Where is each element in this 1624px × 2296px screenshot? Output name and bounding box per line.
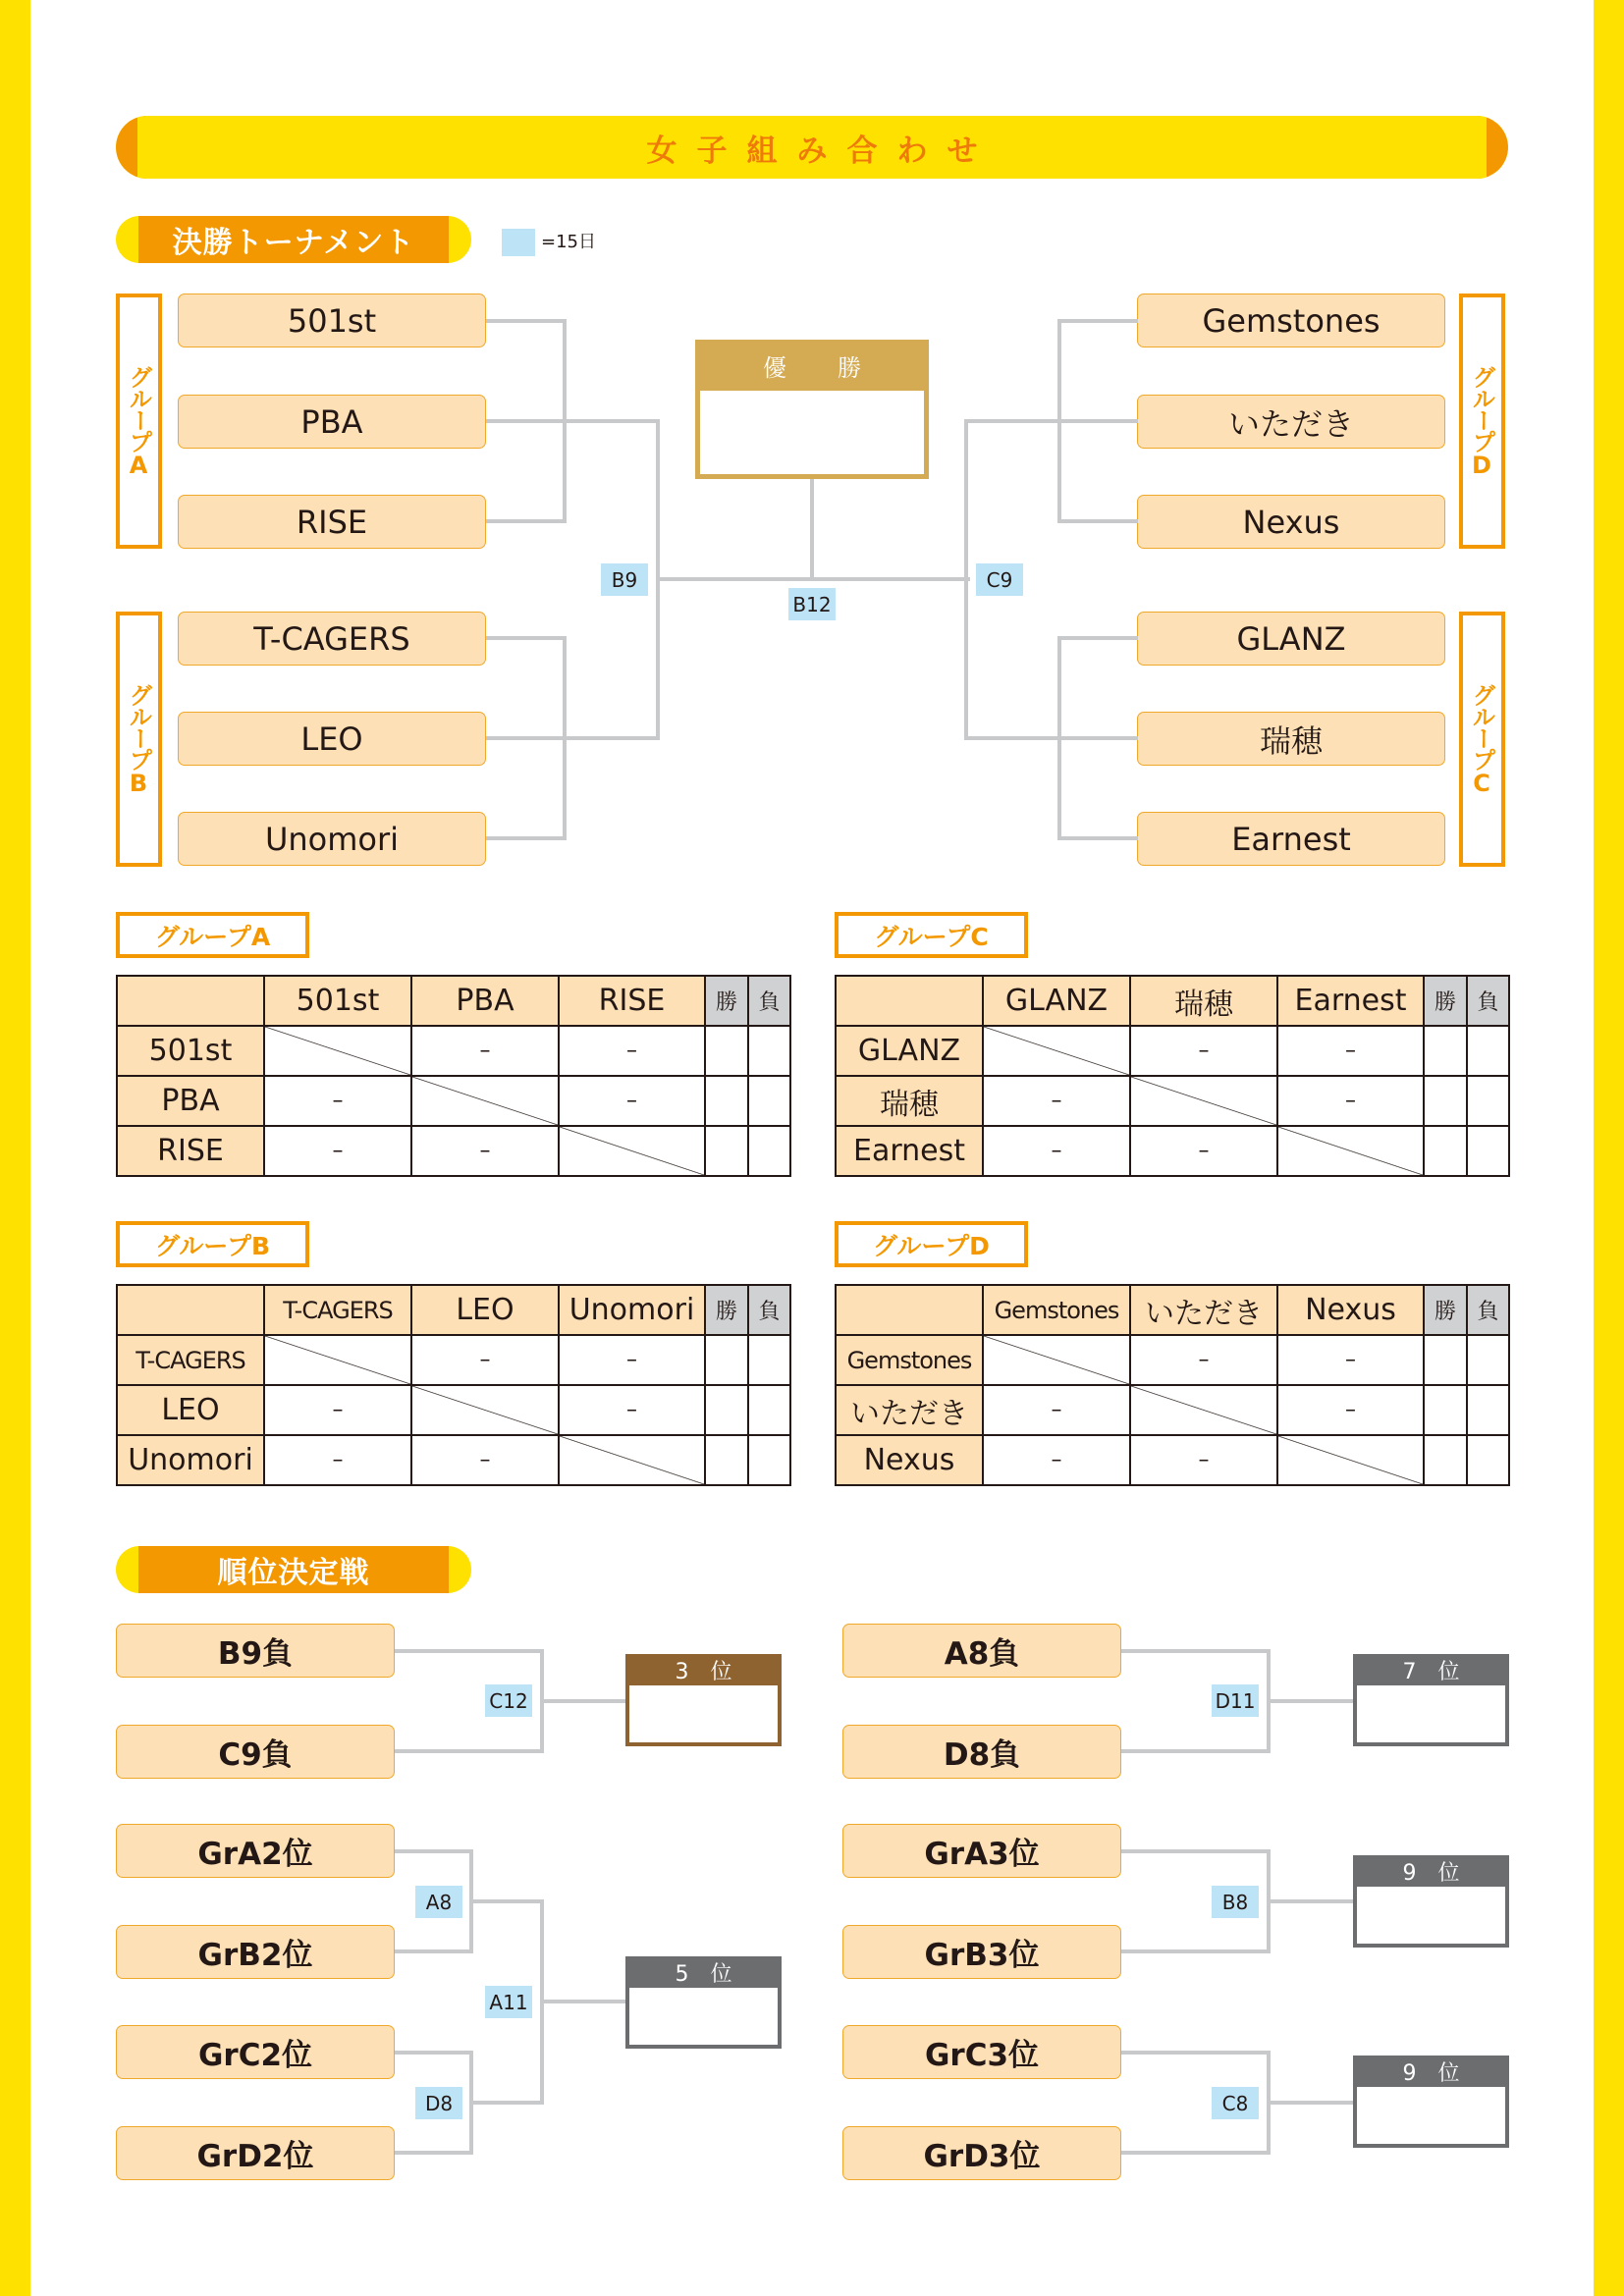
bracket-line [1267,2101,1353,2105]
row-header: T-CAGERS [117,1335,264,1385]
result-cell: – [1130,1335,1277,1385]
wins-header: 勝 [705,1285,748,1335]
match-label: B9 [601,563,648,596]
result-header: 7 位 [1353,1654,1509,1685]
match-label: B8 [1212,1886,1259,1918]
bracket-line [964,419,1138,423]
losses-cell [748,1335,790,1385]
bracket-line [395,1749,544,1753]
row-header: Unomori [117,1435,264,1485]
bracket-line [540,2000,626,2003]
group-a-table [116,975,791,1177]
wins-header: 勝 [1424,1285,1467,1335]
placement-entry: GrA2位 [116,1824,395,1878]
group-d-tag: グループD [835,1221,1028,1267]
placement-section-label: 順位決定戦 [138,1546,449,1593]
result-cell: – [411,1335,559,1385]
wins-cell [705,1026,748,1076]
page-title: 女子組み合わせ [646,133,998,169]
wins-cell [705,1385,748,1435]
bracket-line [395,2151,473,2155]
bracket-line [964,419,968,740]
placement-entry: GrD2位 [116,2126,395,2180]
result-cell: – [983,1076,1130,1126]
losses-cell [748,1435,790,1485]
left-yellow-border [0,0,30,2296]
team-box: Gemstones [1137,294,1445,347]
group-c-table [835,975,1510,1177]
column-header: GLANZ [983,976,1130,1026]
team-box: T-CAGERS [178,612,486,666]
column-header: 瑞穂 [1130,976,1277,1026]
bracket-line [486,319,567,323]
team-box: GLANZ [1137,612,1445,666]
column-header: RISE [559,976,705,1026]
result-cell: – [264,1385,411,1435]
title-cap-right [1477,116,1508,179]
corner-cell [117,1285,264,1335]
bracket-line [395,1949,473,1953]
champion-header: 優 勝 [695,340,929,391]
bracket-line [810,479,814,579]
placement-entry: GrC2位 [116,2025,395,2079]
bracket-line [1057,636,1138,640]
wins-header: 勝 [705,976,748,1026]
row-header: いただき [836,1385,983,1435]
result-cell: – [411,1435,559,1485]
team-box: Unomori [178,812,486,866]
losses-cell [1467,1435,1509,1485]
losses-cell [1467,1026,1509,1076]
title-cap-left [116,116,147,179]
losses-cell [1467,1385,1509,1435]
match-label: C12 [485,1684,532,1717]
self-match-cell [983,1026,1130,1076]
finals-section-header [116,216,471,263]
corner-cell [117,976,264,1026]
bracket-line [1057,636,1061,840]
ninth-place-box [1353,2056,1509,2148]
result-cell: – [1130,1435,1277,1485]
match-label: B12 [788,588,836,620]
losses-header: 負 [1467,976,1509,1026]
self-match-cell [411,1076,559,1126]
losses-cell [748,1126,790,1176]
bracket-line [1121,1949,1271,1953]
result-cell: – [1130,1026,1277,1076]
bracket-line [563,319,567,523]
match-label: C8 [1212,2087,1259,2119]
team-box: LEO [178,712,486,766]
losses-header: 負 [1467,1285,1509,1335]
column-header: PBA [411,976,559,1026]
bracket-line [964,736,1138,740]
bracket-line [1121,2051,1271,2055]
bracket-line [563,636,567,840]
bracket-line [1057,836,1138,840]
bracket-line [395,1849,473,1853]
bracket-line [1121,1649,1271,1653]
bracket-line [1057,319,1138,323]
result-cell: – [559,1026,705,1076]
seventh-place-box [1353,1654,1509,1746]
placement-section-header [116,1546,471,1593]
row-header: Earnest [836,1126,983,1176]
team-box: PBA [178,395,486,449]
result-cell: – [559,1335,705,1385]
result-header: 5 位 [625,1956,782,1988]
self-match-cell [411,1385,559,1435]
result-cell: – [1130,1126,1277,1176]
group-b-side-label: グループB [116,612,162,867]
result-cell: – [559,1385,705,1435]
champion-box [695,340,929,479]
wins-cell [705,1126,748,1176]
result-cell: – [983,1126,1130,1176]
self-match-cell [1130,1076,1277,1126]
result-cell: – [983,1385,1130,1435]
result-cell: – [1277,1335,1424,1385]
group-d-table [835,1284,1510,1486]
group-b-table [116,1284,791,1486]
wins-cell [1424,1435,1467,1485]
result-cell: – [559,1076,705,1126]
match-label: D11 [1212,1684,1259,1717]
self-match-cell [1277,1126,1424,1176]
match-label: D8 [415,2087,462,2119]
row-header: RISE [117,1126,264,1176]
wins-cell [705,1076,748,1126]
ninth-place-box [1353,1855,1509,1948]
row-header: PBA [117,1076,264,1126]
result-header: 3 位 [625,1654,782,1685]
bracket-line [486,419,660,423]
losses-cell [748,1026,790,1076]
row-header: Gemstones [836,1335,983,1385]
team-box: RISE [178,495,486,549]
group-c-tag: グループC [835,912,1028,958]
bracket-line [486,636,567,640]
wins-cell [1424,1385,1467,1435]
wins-header: 勝 [1424,976,1467,1026]
result-cell: – [264,1126,411,1176]
placement-entry: D8負 [842,1725,1121,1779]
wins-cell [1424,1335,1467,1385]
losses-cell [1467,1335,1509,1385]
wins-cell [1424,1026,1467,1076]
result-cell: – [411,1026,559,1076]
row-header: Nexus [836,1435,983,1485]
self-match-cell [264,1026,411,1076]
wins-cell [1424,1126,1467,1176]
losses-cell [1467,1076,1509,1126]
placement-entry: GrA3位 [842,1824,1121,1878]
row-header: GLANZ [836,1026,983,1076]
row-header: LEO [117,1385,264,1435]
result-cell: – [983,1435,1130,1485]
bracket-line [1121,1849,1271,1853]
self-match-cell [559,1126,705,1176]
result-cell: – [411,1126,559,1176]
self-match-cell [1130,1385,1277,1435]
placement-entry: GrC3位 [842,2025,1121,2079]
wins-cell [705,1335,748,1385]
result-cell: – [1277,1026,1424,1076]
match-label: C9 [976,563,1023,596]
group-a-side-label: グループA [116,294,162,549]
placement-entry: C9負 [116,1725,395,1779]
wins-cell [1424,1076,1467,1126]
placement-entry: GrB2位 [116,1925,395,1979]
group-b-tag: グループB [116,1221,309,1267]
bracket-line [1121,2151,1271,2155]
self-match-cell [983,1335,1130,1385]
team-box: 瑞穂 [1137,712,1445,766]
self-match-cell [264,1335,411,1385]
team-box: いただき [1137,395,1445,449]
bracket-line [1057,319,1061,523]
right-yellow-border [1594,0,1624,2296]
losses-header: 負 [748,1285,790,1335]
group-a-tag: グループA [116,912,309,958]
row-header: 瑞穂 [836,1076,983,1126]
result-header: 9 位 [1353,1855,1509,1887]
team-box: 501st [178,294,486,347]
page-title-bar [116,116,1508,179]
placement-entry: GrD3位 [842,2126,1121,2180]
finals-section-label: 決勝トーナメント [138,216,449,263]
bracket-line [486,736,660,740]
match-label: A8 [415,1886,462,1918]
bracket-line [486,836,567,840]
bracket-line [1057,519,1138,523]
result-cell: – [264,1435,411,1485]
bracket-line [1121,1749,1271,1753]
column-header: Nexus [1277,1285,1424,1335]
placement-entry: B9負 [116,1624,395,1678]
bracket-line [469,1899,544,1903]
losses-cell [748,1076,790,1126]
column-header: Gemstones [983,1285,1130,1335]
column-header: 501st [264,976,411,1026]
column-header: いただき [1130,1285,1277,1335]
result-cell: – [264,1076,411,1126]
legend-label: =15日 [541,232,596,252]
self-match-cell [1277,1435,1424,1485]
column-header: T-CAGERS [264,1285,411,1335]
bracket-line [540,1699,626,1703]
column-header: LEO [411,1285,559,1335]
third-place-box [625,1654,782,1746]
bracket-line [395,1649,544,1653]
losses-header: 負 [748,976,790,1026]
wins-cell [705,1435,748,1485]
bracket-line [469,2101,544,2105]
result-header: 9 位 [1353,2056,1509,2087]
group-c-side-label: グループC [1459,612,1505,867]
column-header: Earnest [1277,976,1424,1026]
bracket-line [1267,1899,1353,1903]
team-box: Nexus [1137,495,1445,549]
corner-cell [836,976,983,1026]
bracket-line [486,519,567,523]
self-match-cell [559,1435,705,1485]
losses-cell [1467,1126,1509,1176]
match-label: A11 [485,1986,532,2018]
placement-entry: A8負 [842,1624,1121,1678]
corner-cell [836,1285,983,1335]
column-header: Unomori [559,1285,705,1335]
bracket-line [395,2051,473,2055]
result-cell: – [1277,1076,1424,1126]
losses-cell [748,1385,790,1435]
team-box: Earnest [1137,812,1445,866]
legend-swatch [502,229,535,256]
result-cell: – [1277,1385,1424,1435]
placement-entry: GrB3位 [842,1925,1121,1979]
bracket-line [1267,1699,1353,1703]
row-header: 501st [117,1026,264,1076]
group-d-side-label: グループD [1459,294,1505,549]
fifth-place-box [625,1956,782,2049]
